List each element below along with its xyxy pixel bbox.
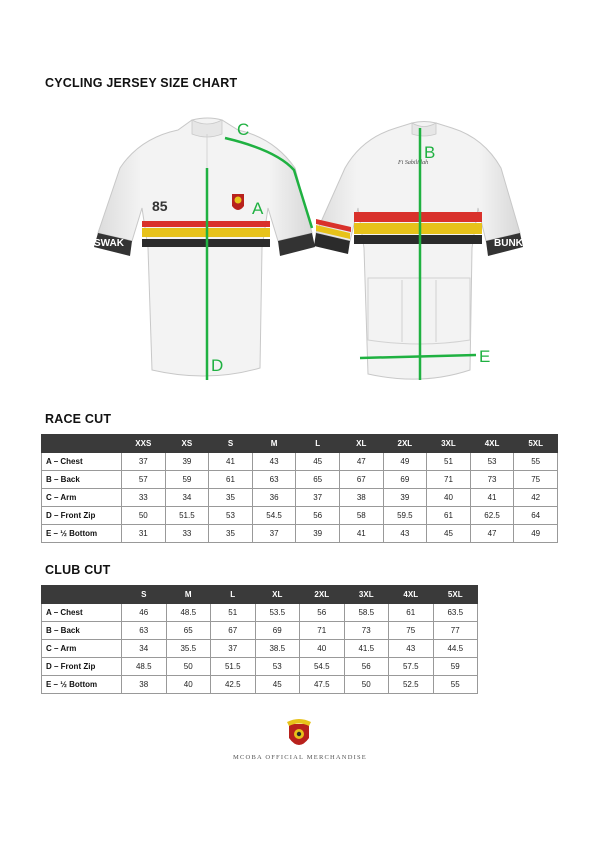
table-cell: 67 — [211, 622, 256, 640]
back-collar-text: Fi Sabilillah — [398, 160, 429, 166]
table-cell: 34 — [122, 640, 167, 658]
row-label: D – Front Zip — [42, 658, 122, 676]
label-c: C — [237, 120, 250, 139]
header-cell: L — [211, 586, 256, 604]
header-cell: 3XL — [344, 586, 389, 604]
table-cell: 38 — [339, 489, 383, 507]
footer-text: MCOBA OFFICIAL MERCHANDISE — [233, 754, 367, 761]
row-label: D – Front Zip — [42, 507, 122, 525]
table-cell: 42.5 — [211, 676, 256, 694]
table-row — [42, 507, 558, 525]
header-cell: 5XL — [514, 435, 558, 453]
table-cell: 31 — [122, 525, 166, 543]
header-cell: 3XL — [427, 435, 471, 453]
table-cell: 61 — [209, 471, 253, 489]
table-cell: 73 — [344, 622, 389, 640]
table-row — [42, 525, 558, 543]
row-label: B – Back — [42, 622, 122, 640]
table-cell: 38 — [122, 676, 167, 694]
crest-icon — [232, 194, 244, 210]
table-cell: 65 — [296, 471, 340, 489]
table-cell: 39 — [383, 489, 427, 507]
table-cell: 61 — [389, 604, 434, 622]
table-cell: 54.5 — [300, 658, 345, 676]
table-cell: 50 — [122, 507, 166, 525]
table-cell: 56 — [296, 507, 340, 525]
page-title: CYCLING JERSEY SIZE CHART — [45, 76, 238, 90]
header-cell: 5XL — [433, 586, 478, 604]
header-cell: XS — [165, 435, 209, 453]
table-cell: 55 — [433, 676, 478, 694]
table-cell: 73 — [470, 471, 514, 489]
header-cell: 2XL — [383, 435, 427, 453]
table-cell: 41 — [470, 489, 514, 507]
table-cell: 65 — [166, 622, 211, 640]
header-cell: XXS — [122, 435, 166, 453]
table-cell: 56 — [300, 604, 345, 622]
header-cell: XL — [339, 435, 383, 453]
jersey-number: 85 — [152, 198, 168, 214]
table-cell: 64 — [514, 507, 558, 525]
table-cell: 41 — [209, 453, 253, 471]
table-cell: 51.5 — [165, 507, 209, 525]
table-cell: 48.5 — [122, 658, 167, 676]
table-cell: 52.5 — [389, 676, 434, 694]
back-jersey — [314, 122, 524, 381]
table-cell: 42 — [514, 489, 558, 507]
front-jersey — [94, 118, 315, 380]
header-cell: M — [252, 435, 296, 453]
front-sleeve-text: SWAK — [94, 238, 124, 249]
table-cell: 41 — [339, 525, 383, 543]
table-cell: 40 — [427, 489, 471, 507]
row-label: A – Chest — [42, 604, 122, 622]
table-cell: 34 — [165, 489, 209, 507]
table-cell: 53 — [209, 507, 253, 525]
table-cell: 61 — [427, 507, 471, 525]
table-cell: 77 — [433, 622, 478, 640]
table-cell: 57 — [122, 471, 166, 489]
table-cell: 38.5 — [255, 640, 300, 658]
table-cell: 43 — [383, 525, 427, 543]
table-cell: 59.5 — [383, 507, 427, 525]
table-cell: 35.5 — [166, 640, 211, 658]
table-cell: 57.5 — [389, 658, 434, 676]
table-cell: 47.5 — [300, 676, 345, 694]
table-cell: 33 — [122, 489, 166, 507]
table-cell: 59 — [433, 658, 478, 676]
table-cell: 58.5 — [344, 604, 389, 622]
table-cell: 41.5 — [344, 640, 389, 658]
table-cell: 45 — [427, 525, 471, 543]
table-cell: 50 — [166, 658, 211, 676]
header-cell: S — [209, 435, 253, 453]
table-cell: 50 — [344, 676, 389, 694]
row-label: B – Back — [42, 471, 122, 489]
table-cell: 53.5 — [255, 604, 300, 622]
row-label: E – ½ Bottom — [42, 525, 122, 543]
table-cell: 56 — [344, 658, 389, 676]
table-row — [42, 676, 478, 694]
table-cell: 43 — [389, 640, 434, 658]
label-d: D — [211, 356, 224, 375]
table-cell: 54.5 — [252, 507, 296, 525]
table-cell: 39 — [296, 525, 340, 543]
label-a: A — [252, 199, 264, 218]
table-cell: 44.5 — [433, 640, 478, 658]
table-header-row — [42, 435, 558, 453]
table-cell: 48.5 — [166, 604, 211, 622]
row-label: C – Arm — [42, 489, 122, 507]
table-cell: 53 — [255, 658, 300, 676]
table-cell: 49 — [514, 525, 558, 543]
table-cell: 43 — [252, 453, 296, 471]
table-cell: 71 — [300, 622, 345, 640]
table-cell: 63.5 — [433, 604, 478, 622]
table-cell: 49 — [383, 453, 427, 471]
table-cell: 55 — [514, 453, 558, 471]
header-cell: M — [166, 586, 211, 604]
table-cell: 75 — [389, 622, 434, 640]
table-cell: 47 — [470, 525, 514, 543]
header-cell: XL — [255, 586, 300, 604]
table-header-row — [42, 586, 478, 604]
jersey-illustrations — [80, 108, 540, 388]
header-cell: 4XL — [470, 435, 514, 453]
row-label: C – Arm — [42, 640, 122, 658]
club-cut-title: CLUB CUT — [45, 563, 111, 577]
table-cell: 63 — [122, 622, 167, 640]
table-cell: 35 — [209, 489, 253, 507]
table-row — [42, 453, 558, 471]
table-cell: 36 — [252, 489, 296, 507]
header-cell: S — [122, 586, 167, 604]
table-cell: 59 — [165, 471, 209, 489]
table-cell: 67 — [339, 471, 383, 489]
table-cell: 51.5 — [211, 658, 256, 676]
header-cell: 2XL — [300, 586, 345, 604]
back-sleeve-text: BUNK — [494, 238, 523, 249]
row-label: A – Chest — [42, 453, 122, 471]
table-cell: 71 — [427, 471, 471, 489]
table-cell: 63 — [252, 471, 296, 489]
table-cell: 51 — [211, 604, 256, 622]
table-cell: 40 — [300, 640, 345, 658]
header-cell — [42, 435, 122, 453]
table-cell: 33 — [165, 525, 209, 543]
table-row — [42, 604, 478, 622]
table-cell: 58 — [339, 507, 383, 525]
table-row — [42, 471, 558, 489]
race-cut-title: RACE CUT — [45, 412, 112, 426]
label-b: B — [424, 143, 436, 162]
table-cell: 35 — [209, 525, 253, 543]
table-cell: 37 — [122, 453, 166, 471]
table-cell: 69 — [255, 622, 300, 640]
table-row — [42, 489, 558, 507]
table-cell: 45 — [255, 676, 300, 694]
club-cut-table — [41, 585, 478, 694]
table-cell: 46 — [122, 604, 167, 622]
table-cell: 37 — [252, 525, 296, 543]
table-cell: 53 — [470, 453, 514, 471]
table-row — [42, 640, 478, 658]
table-cell: 37 — [211, 640, 256, 658]
race-cut-table — [41, 434, 558, 543]
header-cell — [42, 586, 122, 604]
table-row — [42, 658, 478, 676]
table-cell: 62.5 — [470, 507, 514, 525]
row-label: E – ½ Bottom — [42, 676, 122, 694]
header-cell: L — [296, 435, 340, 453]
table-cell: 69 — [383, 471, 427, 489]
table-cell: 75 — [514, 471, 558, 489]
header-cell: 4XL — [389, 586, 434, 604]
table-cell: 51 — [427, 453, 471, 471]
table-cell: 37 — [296, 489, 340, 507]
table-row — [42, 622, 478, 640]
table-cell: 45 — [296, 453, 340, 471]
table-cell: 47 — [339, 453, 383, 471]
table-cell: 39 — [165, 453, 209, 471]
mcoba-crest-icon — [285, 718, 313, 752]
table-cell: 40 — [166, 676, 211, 694]
label-e: E — [479, 347, 491, 366]
